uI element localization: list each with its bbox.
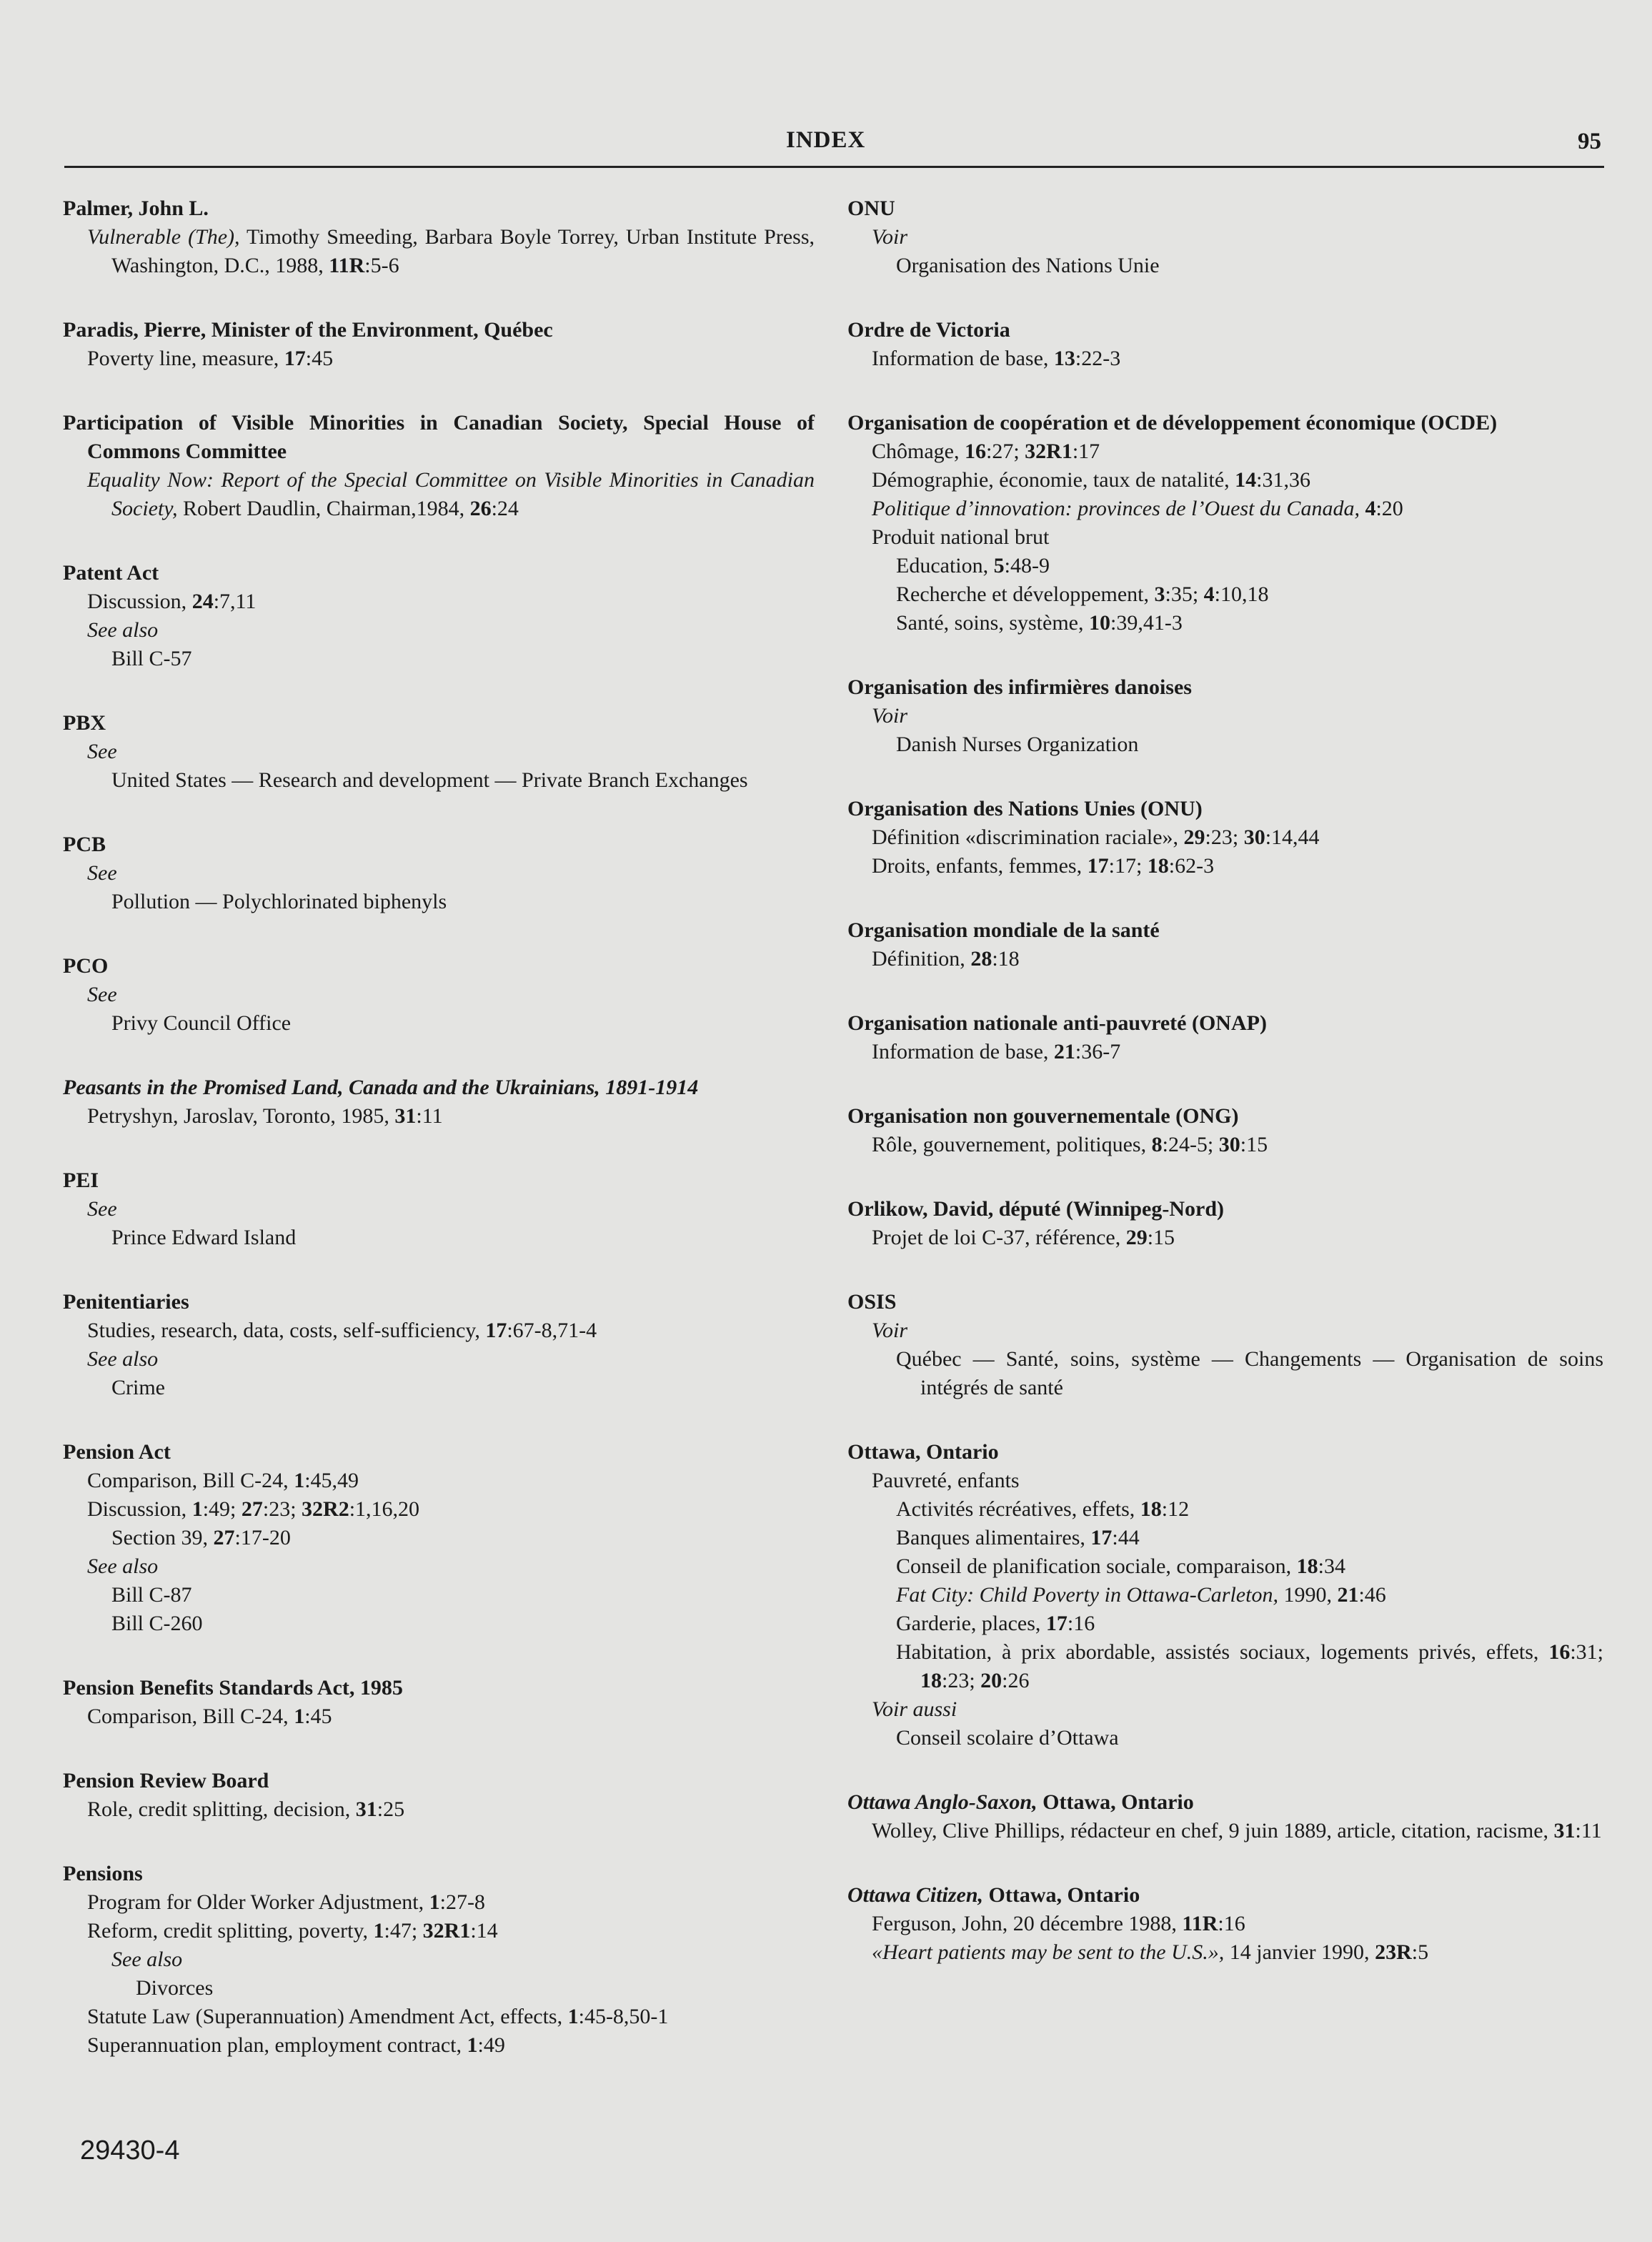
entry-subline: Vulnerable (The), Timothy Smeeding, Barbara Boyle Torrey, Urban Institute Press, Washington, D.C., 1988, 11R:5-6 — [87, 225, 815, 277]
index-entry — [847, 409, 1603, 638]
index-entry — [847, 1009, 1603, 1066]
entry-heading: Organisation de coopération et de développement économique (OCDE) — [847, 411, 1498, 435]
entry-heading: Orlikow, David, député (Winnipeg-Nord) — [847, 1197, 1225, 1221]
index-entry — [63, 559, 815, 673]
page-number: 95 — [1578, 129, 1601, 154]
entry-subline: Wolley, Clive Phillips, rédacteur en chef, 9 juin 1889, article, citation, racisme, 31:11 — [872, 1819, 1602, 1842]
entry-heading: Ottawa, Ontario — [847, 1440, 999, 1464]
entry-heading: Pension Act — [63, 1440, 171, 1464]
entry-subline: See — [87, 861, 117, 885]
entry-subline: Bill C-87 — [111, 1583, 192, 1607]
entry-subline: Statute Law (Superannuation) Amendment Act, effects, 1:45-8,50-1 — [87, 2005, 669, 2028]
entry-subline: Petryshyn, Jaroslav, Toronto, 1985, 31:11 — [87, 1104, 443, 1128]
index-entry — [63, 316, 815, 373]
entry-subline: Chômage, 16:27; 32R1:17 — [872, 440, 1100, 463]
entry-subline: Program for Older Worker Adjustment, 1:27-8 — [87, 1890, 485, 1914]
index-entry — [847, 1102, 1603, 1159]
entry-subline: Droits, enfants, femmes, 17:17; 18:62-3 — [872, 854, 1215, 878]
index-entry — [63, 1767, 815, 1824]
entry-subline: Prince Edward Island — [111, 1226, 297, 1249]
entry-subline: Garderie, places, 17:16 — [896, 1612, 1095, 1635]
entry-subline: Discussion, 24:7,11 — [87, 590, 257, 613]
index-entry — [847, 1438, 1603, 1752]
entry-subline: Discussion, 1:49; 27:23; 32R2:1,16,20 — [87, 1497, 420, 1521]
entry-subline: Crime — [111, 1376, 165, 1399]
entry-subline: Pauvreté, enfants — [872, 1469, 1020, 1492]
entry-subline: «Heart patients may be sent to the U.S.», 14 janvier 1990, 23R:5 — [872, 1940, 1429, 1964]
entry-heading: ONU — [847, 197, 895, 220]
entry-subline: Définition «discrimination raciale», 29:23; 30:14,44 — [872, 825, 1320, 849]
entry-subline: Définition, 28:18 — [872, 947, 1020, 971]
entry-subline: Politique d’innovation: provinces de l’Ouest du Canada, 4:20 — [872, 497, 1403, 520]
entry-subline: See also — [111, 1948, 183, 1971]
entry-subline: Voir — [872, 225, 908, 249]
entry-subline: Conseil scolaire d’Ottawa — [896, 1726, 1119, 1750]
entry-subline: Bill C-260 — [111, 1612, 203, 1635]
entry-subline: Equality Now: Report of the Special Committee on Visible Minorities in Canadian Society, Robert Daudlin, Chairman,1984, 26:24 — [87, 468, 815, 520]
index-entry — [847, 1288, 1603, 1402]
entry-subline: Habitation, à prix abordable, assistés sociaux, logements privés, effets, 16:31; 18:23; 20:26 — [896, 1640, 1603, 1692]
entry-subline: See also — [87, 1554, 159, 1578]
entry-heading: Organisation nationale anti-pauvreté (ONAP) — [847, 1011, 1267, 1035]
entry-heading: Organisation mondiale de la santé — [847, 918, 1160, 942]
entry-subline: United States — Research and development — Private Branch Exchanges — [111, 768, 748, 792]
entry-subline: Poverty line, measure, 17:45 — [87, 347, 334, 370]
entry-heading: OSIS — [847, 1290, 897, 1314]
entry-heading: Penitentiaries — [63, 1290, 189, 1314]
entry-heading: PCO — [63, 954, 109, 978]
header-title: INDEX — [786, 127, 866, 153]
entry-subline: Comparison, Bill C-24, 1:45 — [87, 1705, 332, 1728]
right-column — [847, 194, 1603, 2003]
entry-subline: Projet de loi C-37, référence, 29:15 — [872, 1226, 1175, 1249]
index-entry — [847, 1881, 1603, 1967]
entry-subline: Reform, credit splitting, poverty, 1:47; 32R1:14 — [87, 1919, 498, 1943]
entry-subline: Organisation des Nations Unie — [896, 254, 1160, 277]
entry-subline: Québec — Santé, soins, système — Changements — Organisation de soins intégrés de santé — [896, 1347, 1603, 1399]
index-entry — [63, 952, 815, 1038]
entry-subline: Danish Nurses Organization — [896, 733, 1139, 756]
index-entry — [63, 1674, 815, 1731]
entry-heading: Peasants in the Promised Land, Canada and the Ukrainians, 1891-1914 — [63, 1076, 699, 1099]
entry-subline: Santé, soins, système, 10:39,41-3 — [896, 611, 1183, 635]
page-header — [64, 123, 1604, 168]
entry-heading: Participation of Visible Minorities in Canadian Society, Special House of Commons Committee — [63, 411, 815, 463]
entry-heading: PBX — [63, 711, 106, 735]
entry-heading: Patent Act — [63, 561, 159, 585]
entry-heading: Ottawa Anglo-Saxon, Ottawa, Ontario — [847, 1790, 1194, 1814]
index-entry — [63, 1166, 815, 1252]
entry-heading: Pensions — [63, 1862, 143, 1885]
entry-heading: Ordre de Victoria — [847, 318, 1010, 342]
entry-subline: Voir — [872, 704, 908, 728]
index-entry — [847, 673, 1603, 759]
entry-subline: Role, credit splitting, decision, 31:25 — [87, 1797, 405, 1821]
entry-subline: Information de base, 13:22-3 — [872, 347, 1121, 370]
index-entry — [63, 409, 815, 523]
entry-subline: Fat City: Child Poverty in Ottawa-Carleton, 1990, 21:46 — [896, 1583, 1386, 1607]
entry-subline: Recherche et développement, 3:35; 4:10,18 — [896, 582, 1269, 606]
entry-heading: Palmer, John L. — [63, 197, 209, 220]
entry-subline: Activités récréatives, effets, 18:12 — [896, 1497, 1190, 1521]
entry-subline: Démographie, économie, taux de natalité, 14:31,36 — [872, 468, 1310, 492]
entry-subline: Conseil de planification sociale, comparaison, 18:34 — [896, 1554, 1346, 1578]
index-entry — [847, 916, 1603, 973]
entry-subline: Privy Council Office — [111, 1011, 292, 1035]
index-entry — [63, 830, 815, 916]
entry-subline: Voir aussi — [872, 1697, 957, 1721]
entry-heading: Organisation non gouvernementale (ONG) — [847, 1104, 1239, 1128]
entry-heading: Pension Benefits Standards Act, 1985 — [63, 1676, 403, 1700]
entry-subline: Produit national brut — [872, 525, 1050, 549]
entry-subline: See — [87, 740, 117, 763]
index-entry — [847, 194, 1603, 280]
entry-subline: Banques alimentaires, 17:44 — [896, 1526, 1140, 1549]
footer-code: 29430-4 — [80, 2136, 180, 2166]
entry-subline: Ferguson, John, 20 décembre 1988, 11R:16 — [872, 1912, 1245, 1935]
entry-subline: Divorces — [136, 1976, 214, 2000]
entry-subline: Voir — [872, 1319, 908, 1342]
entry-subline: Education, 5:48-9 — [896, 554, 1050, 577]
index-entry — [63, 194, 815, 280]
left-column — [63, 194, 815, 2095]
entry-subline: See also — [87, 1347, 159, 1371]
index-entry — [847, 795, 1603, 881]
entry-subline: See — [87, 1197, 117, 1221]
index-entry — [847, 1788, 1603, 1845]
entry-subline: Studies, research, data, costs, self-sufficiency, 17:67-8,71-4 — [87, 1319, 597, 1342]
entry-heading: Paradis, Pierre, Minister of the Environment, Québec — [63, 318, 553, 342]
entry-heading: Organisation des Nations Unies (ONU) — [847, 797, 1203, 820]
entry-heading: PCB — [63, 833, 106, 856]
index-entry — [63, 1288, 815, 1402]
index-entry — [847, 316, 1603, 373]
entry-subline: Section 39, 27:17-20 — [111, 1526, 291, 1549]
entry-heading: Organisation des infirmières danoises — [847, 675, 1192, 699]
entry-subline: Comparison, Bill C-24, 1:45,49 — [87, 1469, 359, 1492]
entry-subline: Rôle, gouvernement, politiques, 8:24-5; 30:15 — [872, 1133, 1268, 1156]
entry-heading: PEI — [63, 1169, 99, 1192]
index-entry — [63, 1073, 815, 1131]
entry-heading: Pension Review Board — [63, 1769, 269, 1792]
entry-subline: Pollution — Polychlorinated biphenyls — [111, 890, 447, 913]
index-entry — [63, 709, 815, 795]
entry-subline: See also — [87, 618, 159, 642]
entry-subline: See — [87, 983, 117, 1006]
index-entry — [63, 1860, 815, 2060]
entry-subline: Information de base, 21:36-7 — [872, 1040, 1121, 1063]
entry-subline: Superannuation plan, employment contract, 1:49 — [87, 2033, 505, 2057]
entry-heading: Ottawa Citizen, Ottawa, Ontario — [847, 1883, 1140, 1907]
index-entry — [63, 1438, 815, 1638]
entry-subline: Bill C-57 — [111, 647, 192, 670]
index-entry — [847, 1195, 1603, 1252]
